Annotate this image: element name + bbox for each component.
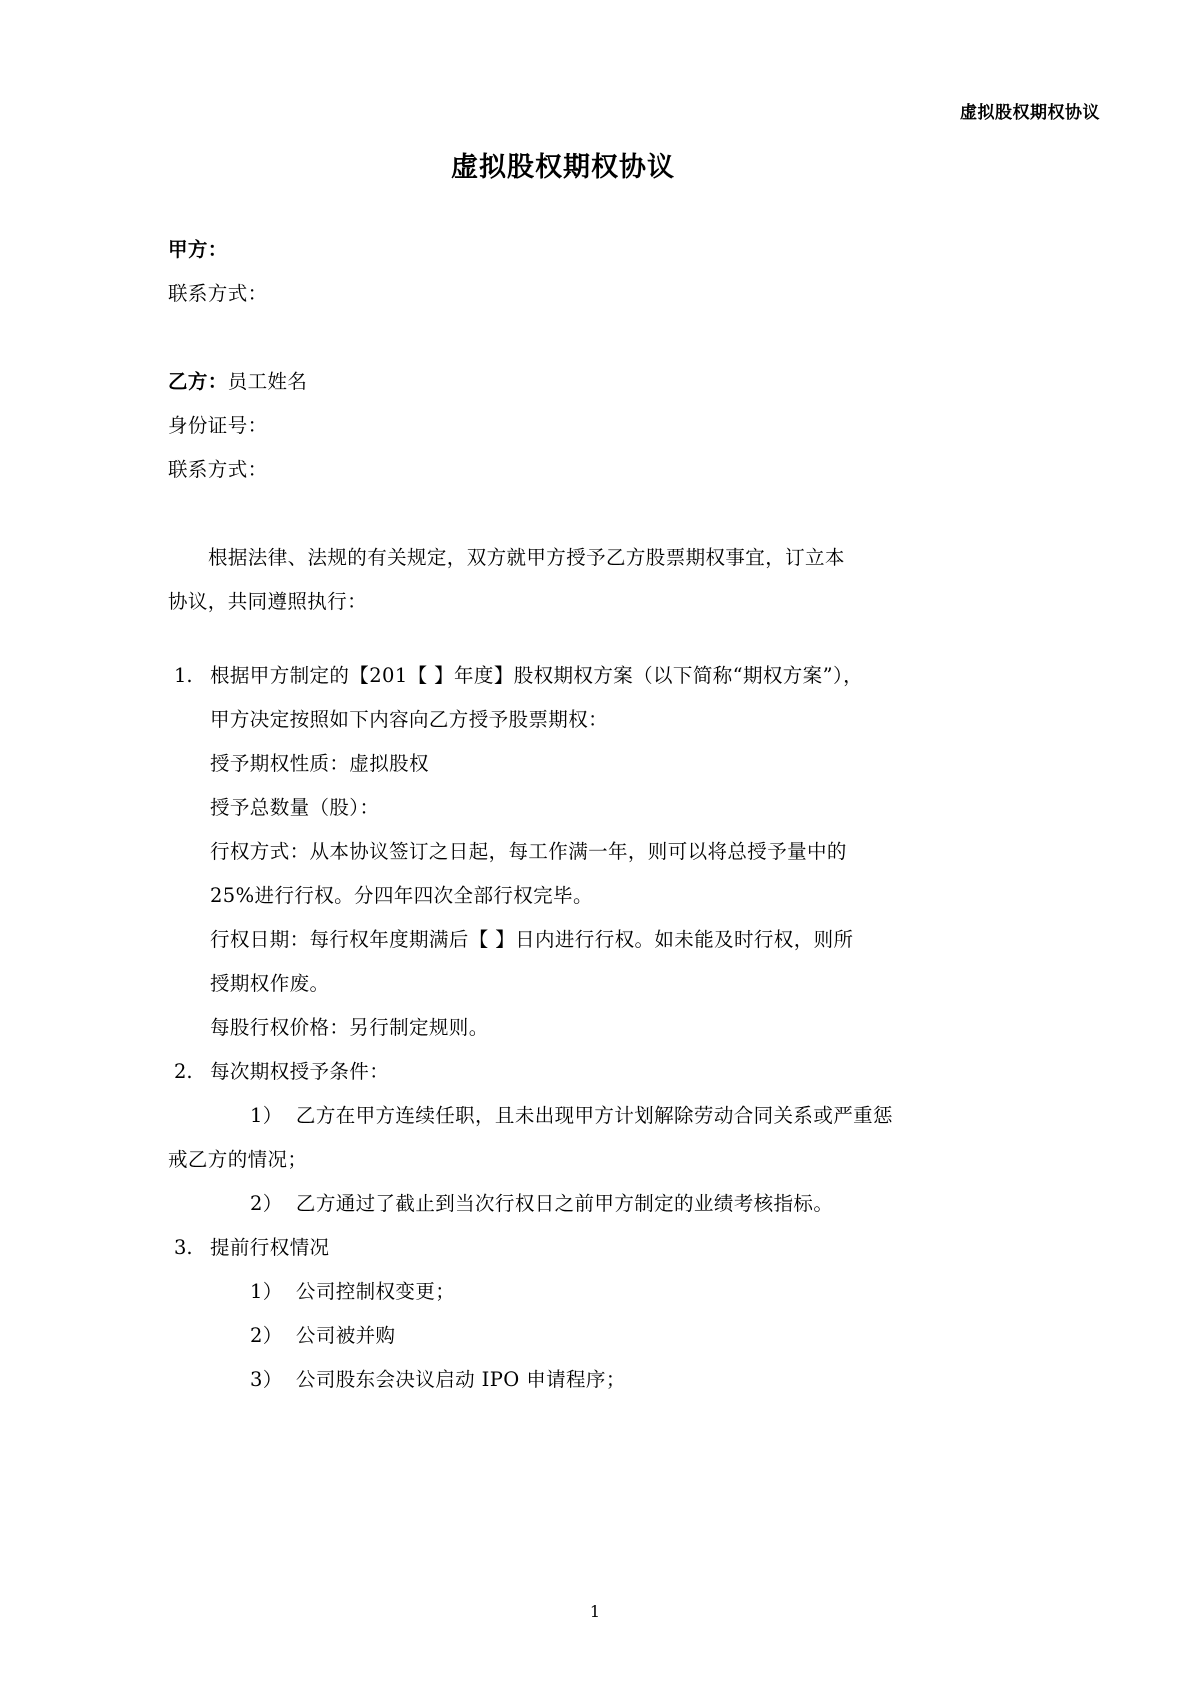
clause-2-sub-1-line-1: [210, 1094, 958, 1138]
clause-1-line-4: 授予总数量（股）：: [210, 796, 380, 819]
clause-3-sub-3-text: 公司股东会决议启动 IPO 申请程序；: [295, 1368, 626, 1391]
clause-1-line-7: 行权日期：每行权年度期满后【 】日内进行行权。如未能及时行权，则所: [210, 928, 854, 951]
party-b-id-label: 身份证号：: [168, 414, 268, 437]
party-b-label: 乙方：: [168, 370, 228, 393]
document-body: [168, 145, 958, 1402]
clause-item-2: [168, 1050, 958, 1226]
page-title: 虚拟股权期权协议: [451, 152, 675, 183]
clause-3-sub-2: [210, 1314, 958, 1358]
clause-3-line-1: 提前行权情况: [210, 1236, 330, 1259]
party-a-contact-label: 联系方式：: [168, 282, 268, 305]
page-number: 1: [589, 1602, 601, 1621]
party-b-value: 员工姓名: [227, 370, 308, 393]
clause-item-1: [168, 654, 958, 1050]
clause-2-sub-1-line-2: 戒乙方的情况；: [168, 1148, 308, 1171]
clause-list: [168, 654, 958, 1402]
running-header: 虚拟股权期权协议: [960, 103, 1100, 123]
clause-2-sub-2-marker: 2）: [250, 1192, 283, 1215]
clause-2-sub-2-text: 乙方通过了截止到当次行权日之前甲方制定的业绩考核指标。: [295, 1192, 834, 1215]
clause-3-sub-3: [210, 1358, 958, 1402]
spacer: [168, 624, 958, 654]
clause-item-3: [168, 1226, 958, 1402]
preamble-line-1: 根据法律、法规的有关规定，双方就甲方授予乙方股票期权事宜，订立本: [208, 546, 845, 569]
clause-1-line-1: 根据甲方制定的【201【 】年度】股权期权方案（以下简称“期权方案”），: [210, 664, 864, 687]
clause-3-sub-1-marker: 1）: [250, 1280, 283, 1303]
clause-3-sub-2-text: 公司被并购: [295, 1324, 396, 1347]
clause-2-sub-1-marker: 1）: [250, 1104, 283, 1127]
party-a-label: 甲方：: [168, 238, 228, 261]
clause-3-sub-1-text: 公司控制权变更；: [295, 1280, 456, 1303]
clause-1-line-3: 授予期权性质：虚拟股权: [210, 752, 429, 775]
clause-2-line-1: 每次期权授予条件：: [210, 1060, 390, 1083]
clause-1-line-9: 每股行权价格：另行制定规则。: [210, 1016, 489, 1039]
clause-1-line-2: 甲方决定按照如下内容向乙方授予股票期权：: [210, 708, 609, 731]
party-b-contact-label: 联系方式：: [168, 458, 268, 481]
clause-1-line-5: 行权方式：从本协议签订之日起，每工作满一年，则可以将总授予量中的: [210, 840, 847, 863]
spacer: [168, 316, 958, 360]
spacer: [168, 492, 958, 536]
party-b-line: [168, 360, 958, 404]
clause-3-sub-1: [210, 1270, 958, 1314]
preamble-line-2: 协议，共同遵照执行：: [168, 590, 368, 613]
clause-2-sub-1-text: 乙方在甲方连续任职，且未出现甲方计划解除劳动合同关系或严重惩: [295, 1104, 893, 1127]
clause-3-sub-2-marker: 2）: [250, 1324, 283, 1347]
clause-3-sub-3-marker: 3）: [250, 1368, 283, 1391]
clause-1-line-8: 授期权作废。: [210, 972, 330, 995]
clause-1-line-6: 25%进行行权。分四年四次全部行权完毕。: [210, 884, 593, 907]
clause-2-sub-2-line-1: [210, 1182, 958, 1226]
